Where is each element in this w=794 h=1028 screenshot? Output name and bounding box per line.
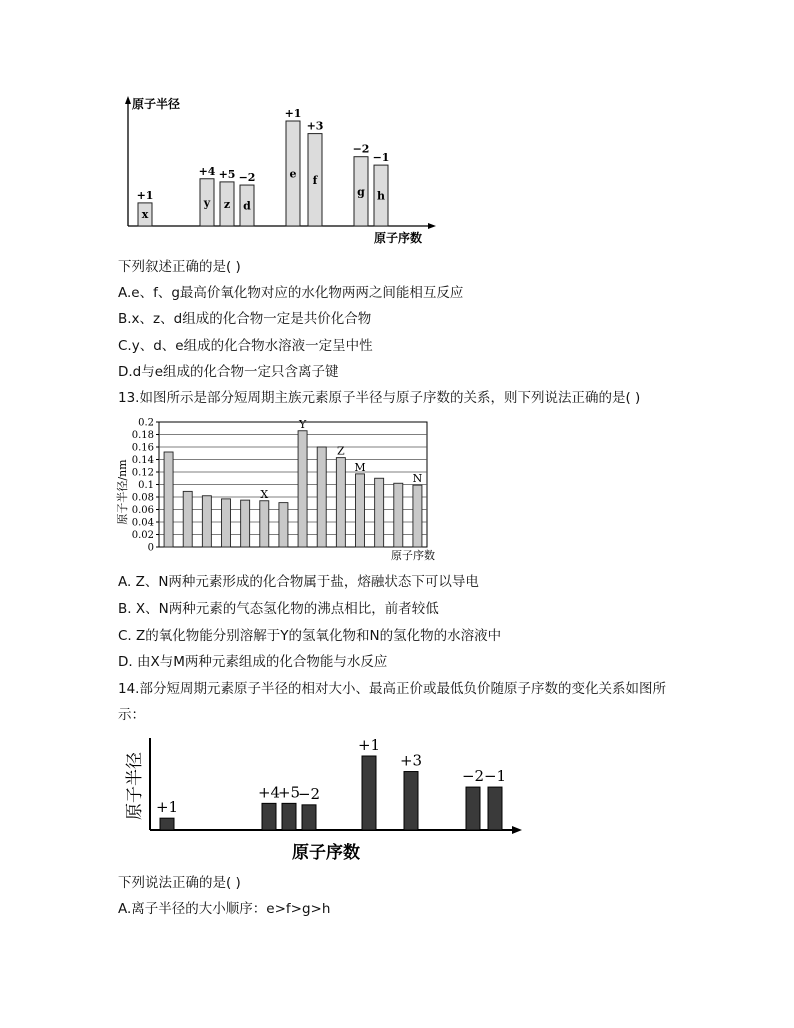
fig3-y-axis-label: 原子半径 xyxy=(125,752,145,820)
fig3-charge-label: +3 xyxy=(399,751,423,770)
fig1-charge-label: +5 xyxy=(218,167,236,181)
fig2-bar xyxy=(279,503,288,547)
fig2-bar xyxy=(222,499,231,547)
fig1-charge-label: +1 xyxy=(284,107,302,120)
fig3-charge-label: −1 xyxy=(483,767,507,786)
fig2-bar xyxy=(241,500,250,547)
fig2-tick-label: 0.06 xyxy=(131,505,154,516)
fig1-x-axis-label: 原子序数 xyxy=(374,231,423,245)
fig1-element-label: d xyxy=(243,199,251,213)
fig2-bar xyxy=(394,483,403,547)
fig2-bar xyxy=(298,431,307,547)
fig2-tick-label: 0.08 xyxy=(131,492,154,504)
fig2-tick-label: 0.04 xyxy=(131,517,154,529)
fig1-charge-label: +4 xyxy=(198,164,216,178)
fig3-bar xyxy=(282,803,296,830)
fig1-charge-label: −1 xyxy=(372,151,390,165)
fig2-tick-label: 0.1 xyxy=(138,480,154,491)
fig3-charge-label: −2 xyxy=(461,767,485,786)
fig1-charge-label: −2 xyxy=(352,142,370,156)
fig1-charge-label: +1 xyxy=(136,188,154,202)
fig2-point-label: Y xyxy=(298,417,307,431)
fig3-x-axis-label: 原子序数 xyxy=(292,843,360,863)
fig2-bar xyxy=(202,496,211,547)
figure-2-chart xyxy=(115,414,445,564)
fig3-charge-label: +1 xyxy=(155,798,179,817)
fig2-tick-label: 0.2 xyxy=(138,417,154,429)
fig2-bar xyxy=(336,458,345,547)
q13-option-d[interactable]: D. 由X与M两种元素组成的化合物能与水反应 xyxy=(118,654,388,670)
fig3-charge-label: +5 xyxy=(277,783,301,802)
fig1-y-axis-label: 原子半径 xyxy=(132,97,181,111)
q14-option-a[interactable]: A.离子半径的大小顺序：e>f>g>h xyxy=(118,901,331,917)
fig2-tick-label: 0.14 xyxy=(131,455,154,466)
q14-stem-line-1: 14.部分短周期元素原子半径的相对大小、最高正价或最低负价随原子序数的变化关系如图所 xyxy=(118,681,666,697)
fig3-bar xyxy=(466,787,480,830)
fig2-tick-label: 0.18 xyxy=(131,430,154,441)
fig2-x-axis-label: 原子序数 xyxy=(391,549,435,562)
fig3-charge-label: +4 xyxy=(257,783,281,802)
q14-stem-line-2: 示： xyxy=(118,707,145,723)
fig2-tick-label: 0.02 xyxy=(131,530,154,541)
figure-3-chart xyxy=(122,730,532,870)
fig2-tick-label: 0 xyxy=(147,542,154,554)
fig2-bar xyxy=(260,501,269,547)
fig1-charge-label: −2 xyxy=(238,171,256,185)
fig3-bar xyxy=(404,772,418,830)
fig1-element-label: g xyxy=(357,185,365,199)
q12-option-c[interactable]: C.y、d、e组成的化合物水溶液一定呈中性 xyxy=(118,338,373,354)
fig2-point-label: Z xyxy=(337,444,345,458)
fig2-bar xyxy=(413,485,422,547)
fig1-element-label: x xyxy=(141,208,149,221)
q13-option-b[interactable]: B. X、N两种元素的气态氢化物的沸点相比，前者较低 xyxy=(118,601,439,617)
fig2-y-axis-label: 原子半径/nm xyxy=(116,459,129,525)
fig2-tick-label: 0.12 xyxy=(131,467,154,479)
fig2-bar xyxy=(375,478,384,547)
fig2-point-label: M xyxy=(354,460,366,474)
q13-stem: 13.如图所示是部分短周期主族元素原子半径与原子序数的关系，则下列说法正确的是( ) xyxy=(118,390,641,406)
q12-option-a[interactable]: A.e、f、g最高价氧化物对应的水化物两两之间能相互反应 xyxy=(118,285,464,301)
fig1-element-label: f xyxy=(312,173,318,187)
fig2-bar xyxy=(317,447,326,547)
fig2-bar xyxy=(164,452,173,547)
fig2-bar xyxy=(356,474,365,547)
fig3-bar xyxy=(262,803,276,830)
fig2-bar xyxy=(183,491,192,547)
fig1-element-label: e xyxy=(289,167,297,181)
fig2-point-label: X xyxy=(260,487,269,501)
fig1-element-label: h xyxy=(377,189,385,203)
fig1-charge-label: +3 xyxy=(306,119,324,133)
fig3-bar xyxy=(362,756,376,830)
q14-followup: 下列说法正确的是( ) xyxy=(118,875,241,891)
fig3-charge-label: −2 xyxy=(297,784,321,803)
q12-stem: 下列叙述正确的是( ) xyxy=(118,259,241,275)
figure-1-chart xyxy=(118,90,438,250)
fig3-charge-label: +1 xyxy=(357,736,381,754)
fig2-tick-label: 0.16 xyxy=(131,442,154,454)
fig1-element-label: z xyxy=(223,197,231,211)
q13-option-a[interactable]: A. Z、N两种元素形成的化合物属于盐，熔融状态下可以导电 xyxy=(118,574,479,590)
fig2-point-label: N xyxy=(412,472,423,486)
fig3-bar xyxy=(302,805,316,830)
fig3-bar xyxy=(160,818,174,830)
q12-option-b[interactable]: B.x、z、d组成的化合物一定是共价化合物 xyxy=(118,311,372,327)
q13-option-c[interactable]: C. Z的氧化物能分别溶解于Y的氢氧化物和N的氢化物的水溶液中 xyxy=(118,628,502,644)
fig1-element-label: y xyxy=(203,196,211,210)
fig3-bar xyxy=(488,787,502,830)
q12-option-d[interactable]: D.d与e组成的化合物一定只含离子键 xyxy=(118,364,339,380)
